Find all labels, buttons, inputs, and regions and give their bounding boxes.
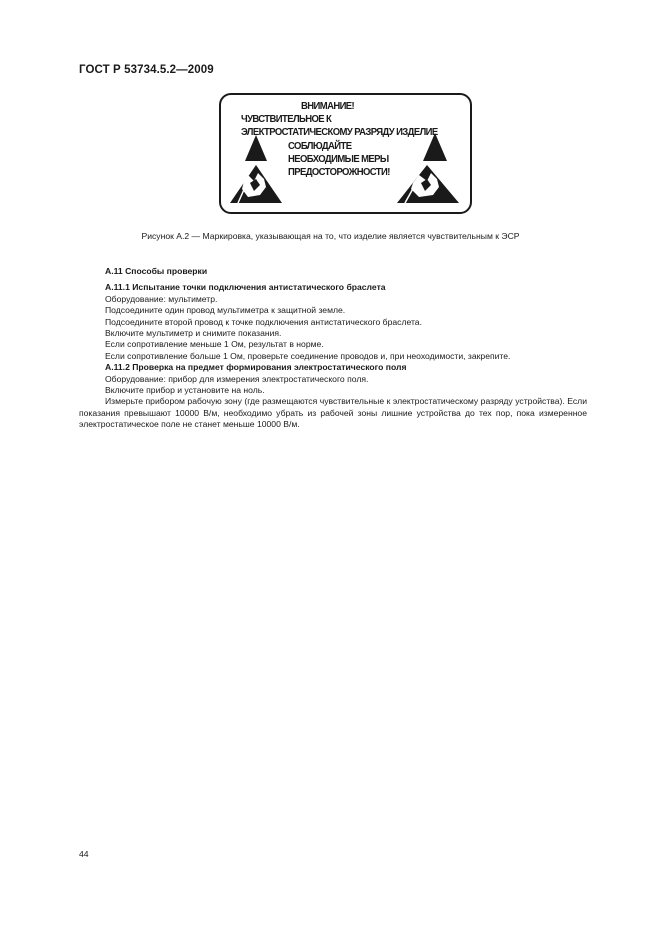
text-line: Подсоедините один провод мультиметра к защитной земле. [105,305,346,316]
text-line: Если сопротивление меньше 1 Ом, результат в норме. [105,339,324,350]
section-title: А.11 Способы проверки [105,266,208,276]
text-line: Включите мультиметр и снимите показания. [105,328,282,339]
label-line-esd-device: ЭЛЕКТРОСТАТИЧЕСКОМУ РАЗРЯДУ ИЗДЕЛИЕ [241,126,438,139]
page-header: ГОСТ Р 53734.5.2—2009 [79,64,214,76]
label-line-measures: НЕОБХОДИМЫЕ МЕРЫ [288,153,389,166]
text-line: Оборудование: мультиметр. [105,293,218,304]
label-line-precautions: ПРЕДОСТОРОЖНОСТИ! [288,166,390,179]
page-number: 44 [79,849,89,859]
subsection-title-a11-1: А.11.1 Испытание точки подключения антистатического браслета [105,282,386,293]
text-paragraph: Измерьте прибором рабочую зону (где размещаются чувствительные к электростатическому разряду устройства). Если показания превышают 10000 В/м, необходимо убрать из рабочей зоны лишние устройства до тех пор, пока измеренное электростатическое поле не станет меньше 10000 В/м. [79,396,587,430]
label-line-attention: ВНИМАНИЕ! [301,100,355,113]
text-line: Подсоедините второй провод к точке подключения антистатического браслета. [105,316,422,327]
label-line-sensitive: ЧУВСТВИТЕЛЬНОЕ К [241,113,332,126]
text-line: Если сопротивление больше 1 Ом, проверьте соединение проводов и, при неоходимости, закрепите. [105,350,511,361]
figure-caption: Рисунок А.2 — Маркировка, указывающая на то, что изделие является чувствительным к ЭСР [141,231,520,241]
text-line: Оборудование: прибор для измерения электростатического поля. [105,373,369,384]
subsection-title-a11-2: А.11.2 Проверка на предмет формирования электростатического поля [105,362,407,373]
esd-warning-label [219,93,472,214]
text-line: Включите прибор и установите на ноль. [105,385,265,396]
document-body [79,266,587,431]
label-line-observe: СОБЛЮДАЙТЕ [288,140,352,153]
